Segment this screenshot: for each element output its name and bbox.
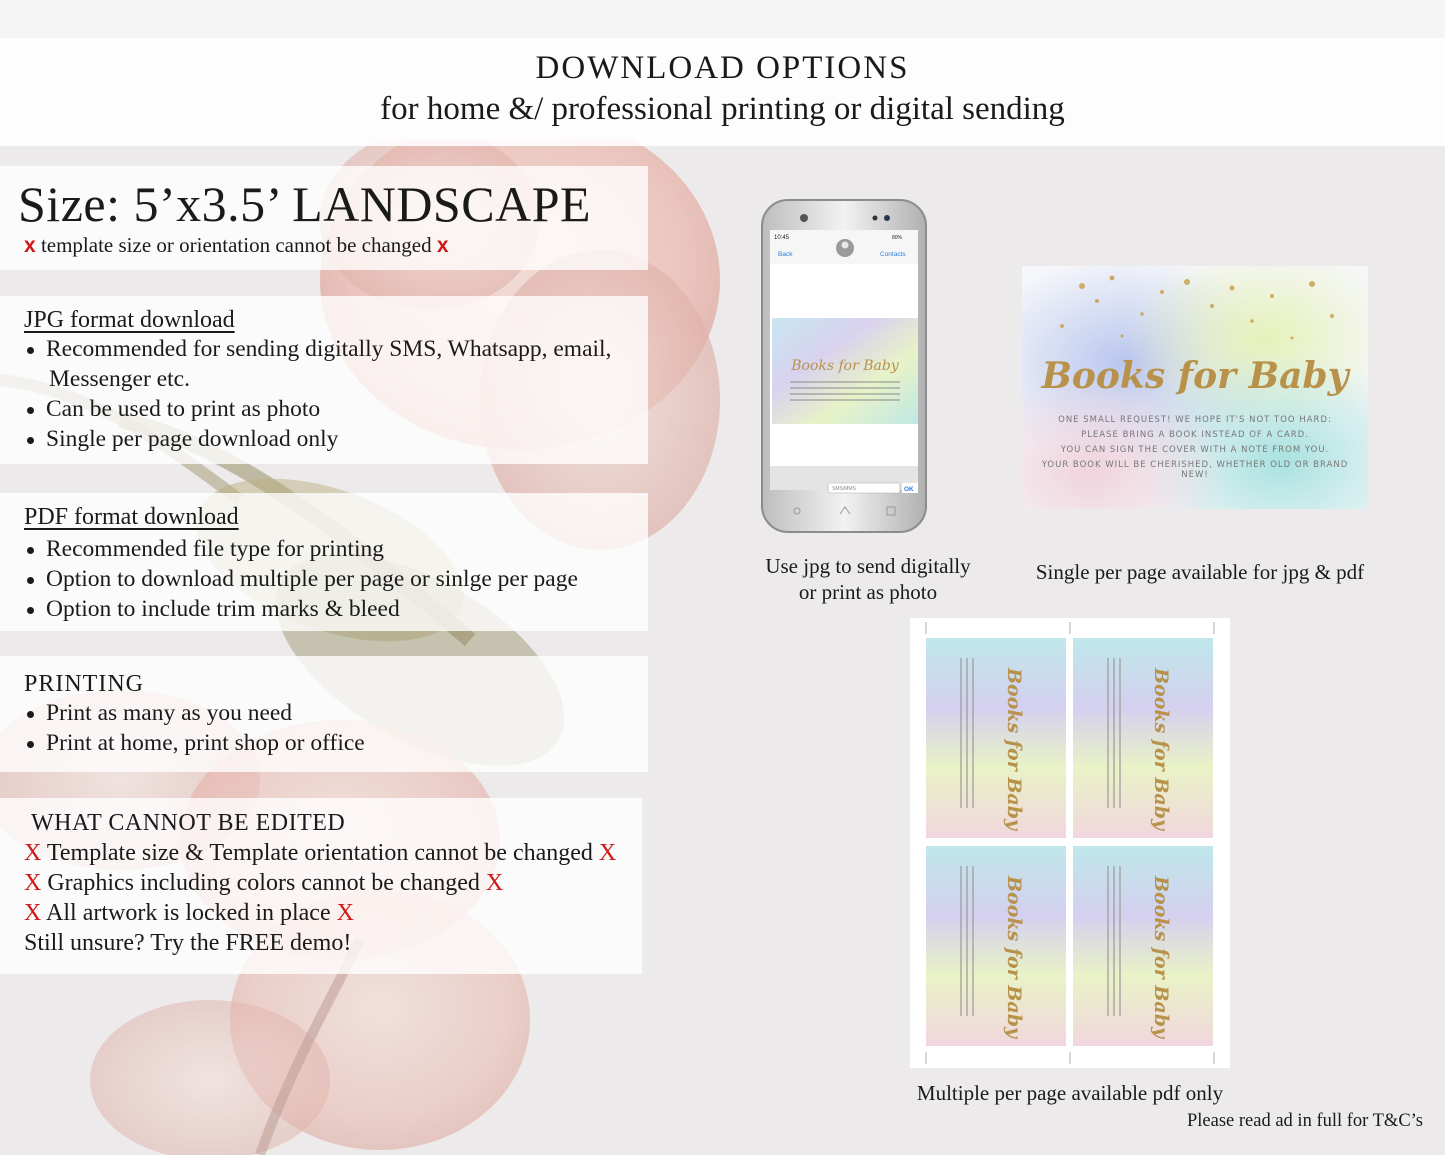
printing-heading: PRINTING — [24, 671, 144, 697]
card-line: YOUR BOOK WILL BE CHERISHED, WHETHER OLD OR BRAND — [1041, 460, 1349, 470]
x-mark-icon: X — [598, 840, 617, 866]
x-mark-icon: x — [436, 234, 449, 257]
list-item: Option to download multiple per page or sinlge per page — [24, 564, 648, 594]
x-mark-icon: x — [24, 234, 36, 257]
sheet-card-title: Books for Baby — [1003, 668, 1025, 831]
x-mark-icon: X — [485, 870, 504, 896]
x-mark-icon: X — [24, 870, 42, 896]
top-strip — [0, 0, 1445, 38]
pdf-heading: PDF format download — [24, 504, 239, 530]
list-item: Print as many as you need — [24, 698, 648, 728]
phone-caption-line: or print as photo — [798, 580, 938, 604]
size-panel — [0, 166, 648, 270]
sheet-card-title: Books for Baby — [1150, 876, 1172, 1039]
x-mark-icon: X — [24, 840, 42, 866]
edit-panel — [0, 798, 642, 974]
phone-back-link: Back — [778, 251, 793, 258]
header-subtitle: for home &/ professional printing or digital sending — [380, 91, 1065, 127]
phone-time: 10:45 — [774, 235, 790, 241]
card-title: Books for Baby — [1041, 355, 1349, 397]
x-mark-icon: X — [24, 900, 42, 926]
phone-card-title: Books for Baby — [791, 358, 899, 374]
sheet-card-title: Books for Baby — [1003, 876, 1025, 1039]
size-note — [24, 232, 648, 259]
multi-per-page-sheet — [910, 618, 1230, 1068]
size-title: Size: 5’x3.5’ LANDSCAPE — [18, 176, 592, 232]
phone-contacts-link: Contacts — [880, 251, 906, 258]
list-item: Messenger etc. — [49, 366, 190, 392]
demo-note: Still unsure? Try the FREE demo! — [24, 930, 352, 956]
edit-line-text: Graphics including colors cannot be changed — [47, 870, 480, 896]
sheet-card-title: Books for Baby — [1150, 668, 1172, 831]
x-mark-icon: X — [336, 900, 354, 926]
list-item: Recommended file type for printing — [24, 534, 648, 564]
phone-mockup — [760, 198, 928, 534]
card-line: PLEASE BRING A BOOK INSTEAD OF A CARD. — [1081, 430, 1309, 440]
list-item: Option to include trim marks & bleed — [24, 594, 648, 624]
phone-battery: 80% — [892, 235, 903, 241]
card-line: NEW! — [1181, 470, 1209, 480]
header-band — [0, 38, 1445, 146]
list-item — [24, 838, 642, 868]
header-title: DOWNLOAD OPTIONS — [535, 50, 910, 86]
phone-caption — [748, 553, 988, 605]
ok-button: OK — [904, 486, 914, 493]
list-item — [24, 898, 642, 928]
edit-line-text: Template size & Template orientation cannot be changed — [46, 840, 593, 866]
edit-heading: WHAT CANNOT BE EDITED — [31, 810, 346, 836]
list-item: Recommended for sending digitally SMS, Whatsapp, email, — [24, 334, 648, 364]
single-caption: Single per page available for jpg & pdf — [1035, 560, 1365, 584]
printing-panel — [0, 656, 648, 772]
list-item: Single per page download only — [24, 424, 648, 454]
single-card-preview — [1022, 266, 1368, 509]
card-line: YOU CAN SIGN THE COVER WITH A NOTE FROM YOU. — [1060, 445, 1330, 455]
list-item: Can be used to print as photo — [24, 394, 648, 424]
multi-caption: Multiple per page available pdf only — [916, 1081, 1224, 1105]
list-item: Print at home, print shop or office — [24, 728, 648, 758]
jpg-heading: JPG format download — [24, 307, 235, 333]
edit-line-text: All artwork is locked in place — [46, 900, 331, 926]
flower-background-art — [0, 140, 720, 1155]
size-note-text: template size or orientation cannot be changed — [40, 233, 432, 257]
list-item — [24, 868, 642, 898]
tc-note: Please read ad in full for T&C’s — [1187, 1111, 1423, 1131]
card-line: ONE SMALL REQUEST! WE HOPE IT'S NOT TOO HARD: — [1058, 415, 1332, 425]
sms-input: SMS/MMS — [832, 486, 856, 492]
pdf-panel — [0, 493, 648, 631]
phone-caption-line: Use jpg to send digitally — [765, 554, 971, 578]
jpg-panel — [0, 296, 648, 464]
